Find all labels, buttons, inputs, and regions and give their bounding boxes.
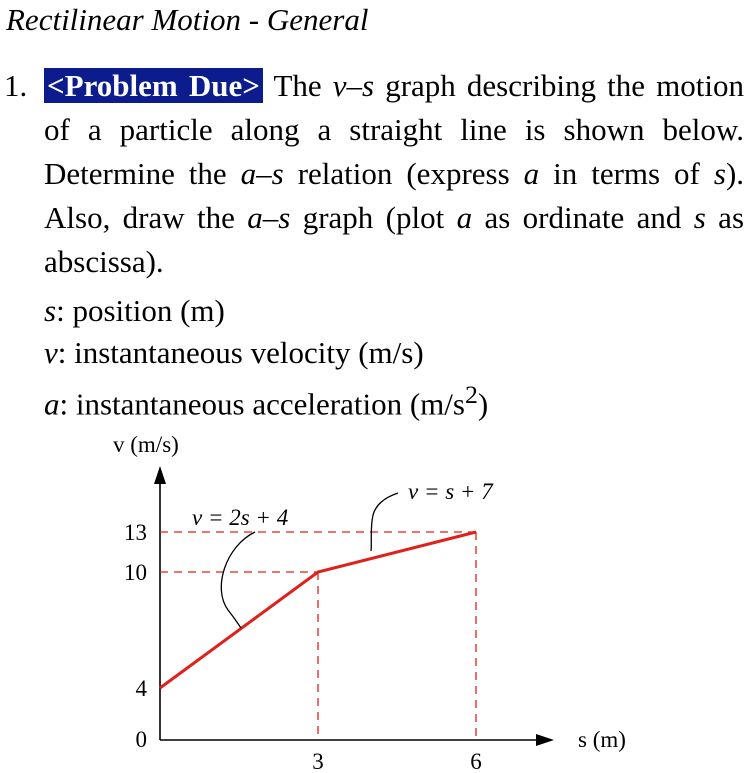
- y-tick-0: 0: [135, 727, 147, 752]
- definition-acceleration: a: instantaneous acceleration $(m/s^2)$: [44, 380, 489, 422]
- leader-segment2: [371, 493, 398, 551]
- label-segment1: v = 2s + 4: [192, 505, 289, 530]
- definition-velocity: v: instantaneous velocity (m/s): [44, 335, 424, 370]
- problem-statement: <Problem Due> The v–s graph describing the motion of a particle along a straight line is shown below. Determine the a–s relation (express a in terms of s). Also, draw the a–s graph (plot a as ordinate and s as abscissa).: [44, 68, 745, 279]
- definition-position: s: position (m): [44, 293, 225, 328]
- problem-due-badge: <Problem Due>: [44, 68, 263, 103]
- page-title: Rectilinear Motion - General: [6, 2, 369, 37]
- y-tick-4: 4: [135, 676, 147, 701]
- problem-number: 1.: [4, 68, 28, 103]
- label-segment2: v = s + 7: [408, 479, 493, 504]
- y-axis-label: v (m/s): [113, 432, 179, 457]
- x-axis-label: s (m): [578, 727, 626, 752]
- leader-segment1: [221, 532, 255, 628]
- x-tick-3: 3: [312, 749, 324, 773]
- x-axis-arrowhead: [536, 734, 554, 746]
- y-tick-13: 13: [124, 520, 147, 545]
- y-axis-arrowhead: [154, 466, 166, 484]
- velocity-curve: [160, 532, 476, 688]
- y-tick-10: 10: [124, 560, 147, 585]
- x-tick-6: 6: [470, 749, 482, 773]
